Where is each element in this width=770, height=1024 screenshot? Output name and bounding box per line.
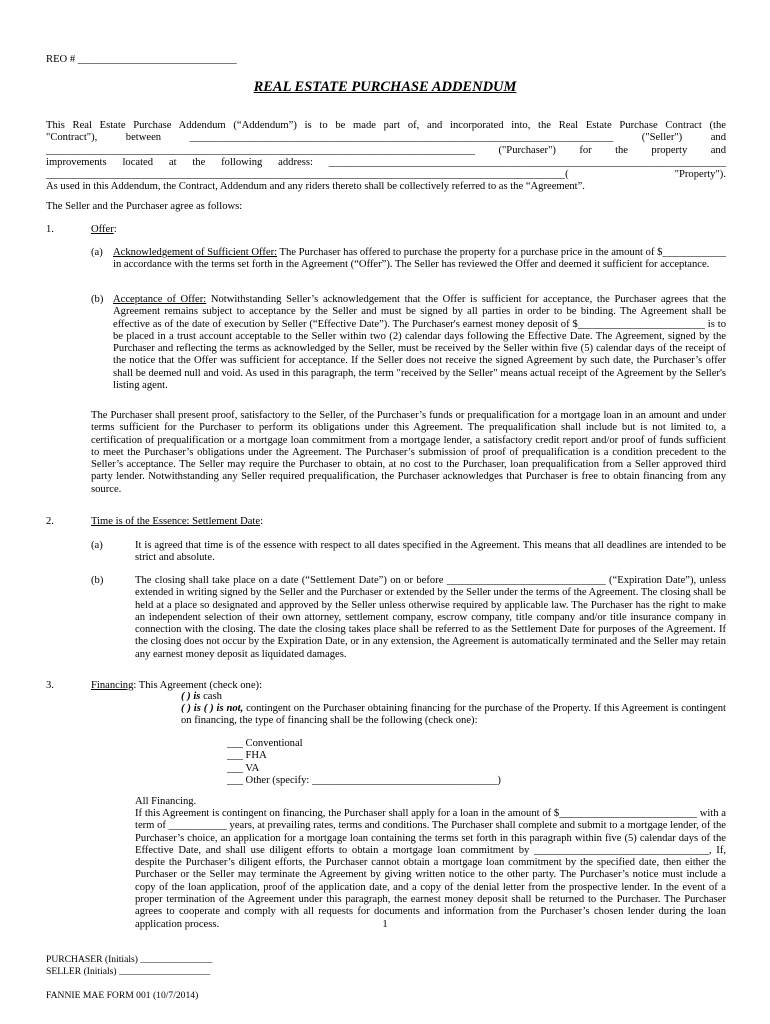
reo-number-field[interactable]: REO # ______________________________ — [46, 54, 237, 65]
page-number: 1 — [382, 919, 388, 930]
intro-paragraph — [46, 120, 726, 194]
section-2a-text: It is agreed that time is of the essence with respect to all dates specified in the Agreement. This means that all deadlines are intended to be strict and absolute. — [135, 540, 726, 564]
section-1b-text: Acceptance of Offer: Notwithstanding Seller’s acknowledgement that the Offer is sufficient for acceptance, the Purchaser agrees that the Agreement remains subject to acceptance by the Seller and must be signed by all parties in order to be binding. The Agreement shall be effective as of the date of execution by Seller (“Effective Date”). The Purchaser's earnest money deposit of $________________________ is to be placed in a trust account acceptable to the Seller within two (2) calendar days following the Effective Date. The Agreement, signed by the Purchaser and reflecting the terms as acknowledged by the Seller, must be received by the Seller within five (5) calendar days of the receipt of the notice that the Offer was sufficient for acceptance. If the Seller does not receive the signed Agreement by such date, the Purchaser’s offer shall be deemed null and void. As used in this paragraph, the term "received by the Seller" means actual receipt of the Agreement by the Seller's listing agent. — [113, 294, 726, 392]
intro-line-4: improvements located at the following address: ___________________________________________________________________________ — [46, 156, 726, 168]
section-3-number: 3. — [46, 680, 54, 691]
section-3-heading: Financing: This Agreement (check one): — [91, 680, 263, 691]
seller-initials-field[interactable]: SELLER (Initials) ___________________ — [46, 966, 211, 977]
all-financing-text: If this Agreement is contingent on financing, the Purchaser shall apply for a loan in the amount of $__________________________ with a term of ___________ years, at prevailing rates, terms and conditions. The Purchaser shall complete and submit to a mortgage lender, of the Purchaser’s choice, an application for a mortgage loan containing the terms set forth in this paragraph within five (5) calendar days of the Effective Date, and shall use diligent efforts to obtain a mortgage loan commitment by _________________________________, If, despite the Purchaser’s diligent efforts, the Purchaser cannot obtain a mortgage loan commitment by the specified date, then either the Purchaser or the Seller may terminate the Agreement by giving written notice to the other party. The Purchaser’s notice must include a copy of the loan application, proof of the application date, and a copy of the denial letter from the prospective lender. In the event of a proper termination of the Agreement under this paragraph, the earnest money deposit shall be returned to the Purchaser. The Purchaser agrees to cooperate and comply with all requests for documents and information from the Purchaser’s chosen lender during the loan application process. — [135, 808, 726, 930]
agree-statement: The Seller and the Purchaser agree as follows: — [46, 201, 243, 212]
proof-of-funds-paragraph: The Purchaser shall present proof, satisfactory to the Seller, of the Purchaser’s funds or prequalification for a mortgage loan in an amount and under terms sufficient for the Purchaser to perform its obligations under this Agreement. The prequalification shall include but is not limited to, a certification of prequalification or a mortgage loan commitment from a mortgage lender, a satisfactory credit report and/or proof of funds sufficient to meet the Purchaser’s obligations under the Agreement. The Purchaser’s submission of proof of prequalification is a condition precedent to the Seller’s acceptance. The Seller may require the Purchaser to obtain, at no cost to the Purchaser, loan prequalification from a Seller approved third party lender. Notwithstanding any Seller required prequalification, the Purchaser acknowledges that Purchaser is free to obtain financing from any source. — [91, 410, 726, 495]
intro-line-5: __________________________________________________________________________________________________( "Property"). — [46, 169, 726, 181]
section-2-heading: Time is of the Essence: Settlement Date: — [91, 516, 264, 527]
section-1a-label: (a) — [91, 247, 103, 258]
financing-type-va[interactable]: ___ VA — [227, 762, 260, 774]
section-1a-text: Acknowledgement of Sufficient Offer: The Purchaser has offered to purchase the property for a purchase price in the amount of $____________ in accordance with the terms set forth in the Agreement (“Offer”). The Seller has reviewed the Offer and deemed it sufficient for acceptance. — [113, 247, 726, 271]
form-identifier: FANNIE MAE FORM 001 (10/7/2014) — [46, 990, 199, 1001]
financing-type-fha[interactable]: ___ FHA — [227, 750, 267, 762]
section-2b-text: The closing shall take place on a date (“Settlement Date”) on or before ______________________________ (“Expiration Date”), unless extended in writing signed by the Seller and the Purchaser or extended by the Seller under the terms of the Agreement. The closing shall be held at a place so designated and approved by the Seller unless otherwise required by applicable law. The Purchaser has the right to make an independent selection of their own attorney, settlement company, escrow company, title company and/or title insurance company in connection with the closing. The date the closing takes place shall be referred to as the Settlement Date for purposes of the Agreement. If the closing does not occur by the Expiration Date, or in any extension, the Agreement is automatically terminated and the Seller may retain any earnest money deposit as liquidated damages. — [135, 575, 726, 660]
section-2a-label: (a) — [91, 540, 103, 551]
section-1-heading: Offer: — [91, 224, 117, 235]
cash-option[interactable]: ( ) is cash — [181, 691, 222, 702]
document-title: REAL ESTATE PURCHASE ADDENDUM — [253, 79, 517, 95]
all-financing-label: All Financing. — [135, 796, 197, 807]
intro-line-3: _________________________________________________________________________________ ("Purchaser") for the property and — [46, 144, 726, 156]
financing-option[interactable]: ( ) is ( ) is not, contingent on the Purchaser obtaining financing for the purchase of the Property. If this Agreement is contingent on financing, the type of financing shall be the following (check one): — [181, 703, 726, 727]
financing-type-conventional[interactable]: ___ Conventional — [227, 738, 303, 749]
purchaser-initials-field[interactable]: PURCHASER (Initials) _______________ — [46, 954, 213, 965]
financing-type-other[interactable]: ___ Other (specify: ___________________________________) — [227, 774, 501, 786]
financing-type-list — [227, 738, 501, 787]
intro-line-6: As used in this Addendum, the Contract, Addendum and any riders thereto shall be collectively referred to as the “Agreement”. — [46, 181, 585, 193]
section-2b-label: (b) — [91, 575, 104, 586]
intro-line-2: "Contract"), between ________________________________________________________________________________ ("Seller") and — [46, 132, 726, 144]
section-1b-label: (b) — [91, 294, 104, 305]
section-1-number: 1. — [46, 224, 54, 235]
section-2-number: 2. — [46, 516, 54, 527]
intro-line-1: This Real Estate Purchase Addendum (“Addendum”) is to be made part of, and incorporated into, the Real Estate Purchase Contract (the — [46, 120, 726, 131]
